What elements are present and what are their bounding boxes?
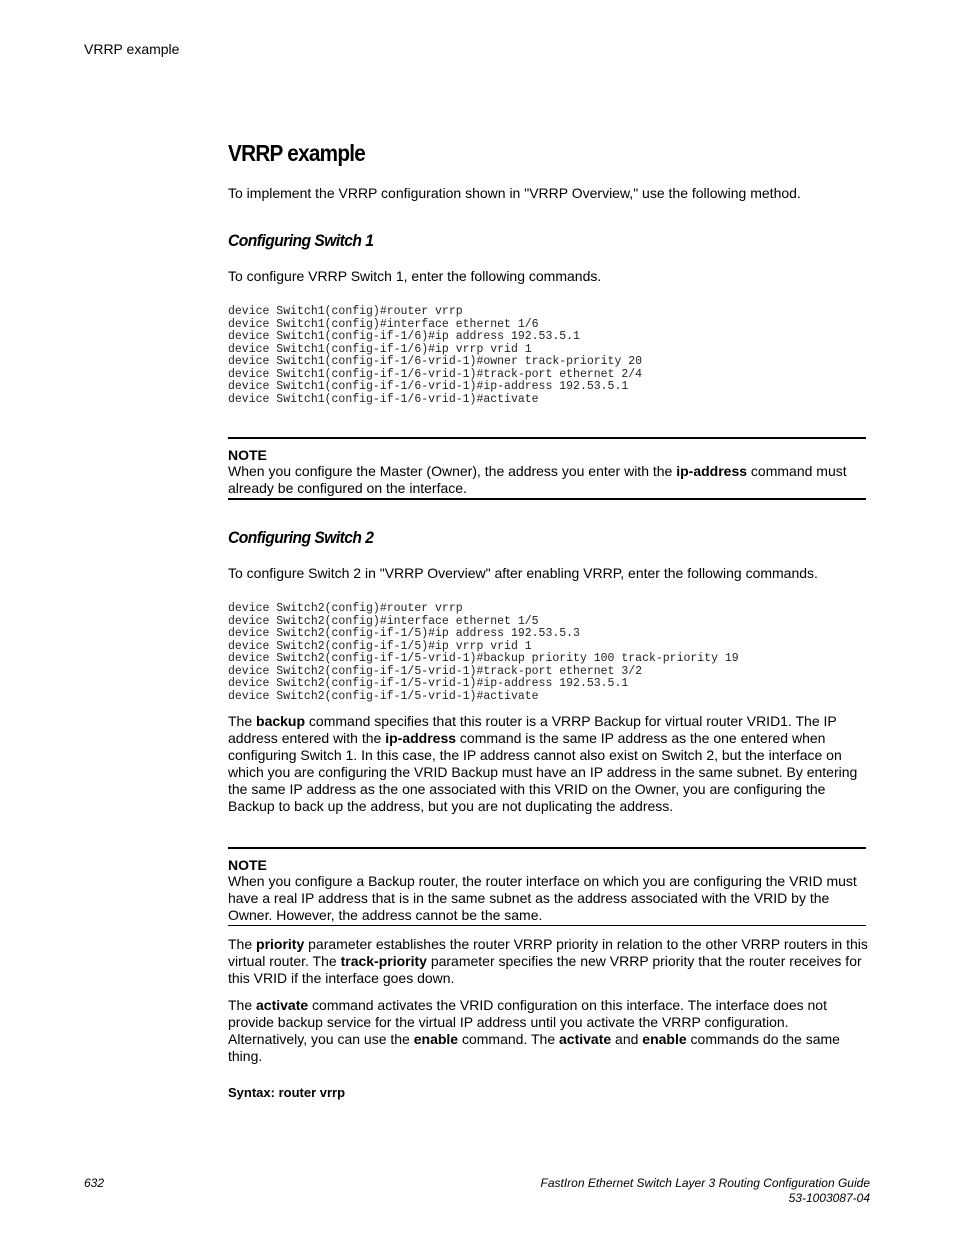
activate-paragraph: The activate command activates the VRID configuration on this interface. The interface does not provide backup service for the virtual IP address until you activate the VRRP configuration. Alternatively, you can use the enable command. The activate and enable commands do the same thing. <box>228 997 840 1064</box>
note-text: When you configure a Backup router, the router interface on which you are configuring the VRID must have a real IP address that is in the same subnet as the address associated with the VRID by the Owner. However, the address cannot be the same. <box>228 873 857 923</box>
note-label: NOTE <box>228 447 267 463</box>
switch2-code-block: device Switch2(config)#router vrrp device Switch2(config)#interface ethernet 1/5 device Switch2(config-if-1/5)#ip address 192.53.5.3 device Switch2(config-if-1/5)#ip vrrp vrid 1 device Switch2(config-if-1/5-vrid-1)#backup priority 100 track-priority 19 device Switch2(config-if-1/5-vrid-1)#track-port ethernet 3/2 device Switch2(config-if-1/5-vrid-1)#ip-address 192.53.5.1 device Switch2(config-if-1/5-vrid-1)#activate <box>228 602 739 703</box>
note-label: NOTE <box>228 857 267 873</box>
intro-paragraph: To implement the VRRP configuration shown in "VRRP Overview," use the following method. <box>228 185 801 201</box>
note-box-2 <box>228 847 866 926</box>
section-heading-switch2: Configuring Switch 2 <box>228 528 374 547</box>
page-title: VRRP example <box>228 140 366 166</box>
switch1-intro: To configure VRRP Switch 1, enter the following commands. <box>228 268 602 284</box>
backup-paragraph: The backup command specifies that this router is a VRRP Backup for virtual router VRID1. The IP address entered with the ip-address command is the same IP address as the one entered when configuring Switch 1. In this case, the IP address cannot also exist on Switch 2, but the interface on which you are configuring the VRID Backup must have an IP address in the same subnet. By entering the same IP address as the one associated with this VRID on the Owner, you are configuring the Backup to back up the address, but you are not duplicating the address. <box>228 713 858 814</box>
priority-paragraph: The priority parameter establishes the router VRRP priority in relation to the other VRRP routers in this virtual router. The track-priority parameter specifies the new VRRP priority that the router receives for this VRID if the interface goes down. <box>228 936 868 986</box>
note-text: When you configure the Master (Owner), the address you enter with the ip-address command must already be configured on the interface. <box>228 463 847 496</box>
switch1-code-block: device Switch1(config)#router vrrp device Switch1(config)#interface ethernet 1/6 device Switch1(config-if-1/6)#ip address 192.53.5.1 device Switch1(config-if-1/6)#ip vrrp vrid 1 device Switch1(config-if-1/6-vrid-1)#owner track-priority 20 device Switch1(config-if-1/6-vrid-1)#track-port ethernet 2/4 device Switch1(config-if-1/6-vrid-1)#ip-address 192.53.5.1 device Switch1(config-if-1/6-vrid-1)#activate <box>228 305 643 406</box>
syntax-line: Syntax: router vrrp <box>228 1085 346 1100</box>
running-header: VRRP example <box>84 41 180 57</box>
page-number: 632 <box>84 1176 105 1190</box>
note-box-1 <box>228 437 866 500</box>
section-heading-switch1: Configuring Switch 1 <box>228 231 374 250</box>
switch2-intro: To configure Switch 2 in "VRRP Overview" after enabling VRRP, enter the following commands. <box>228 565 818 581</box>
footer-doc-number: 53-1003087-04 <box>788 1191 870 1205</box>
footer-doc-title: FastIron Ethernet Switch Layer 3 Routing Configuration Guide <box>540 1176 870 1190</box>
